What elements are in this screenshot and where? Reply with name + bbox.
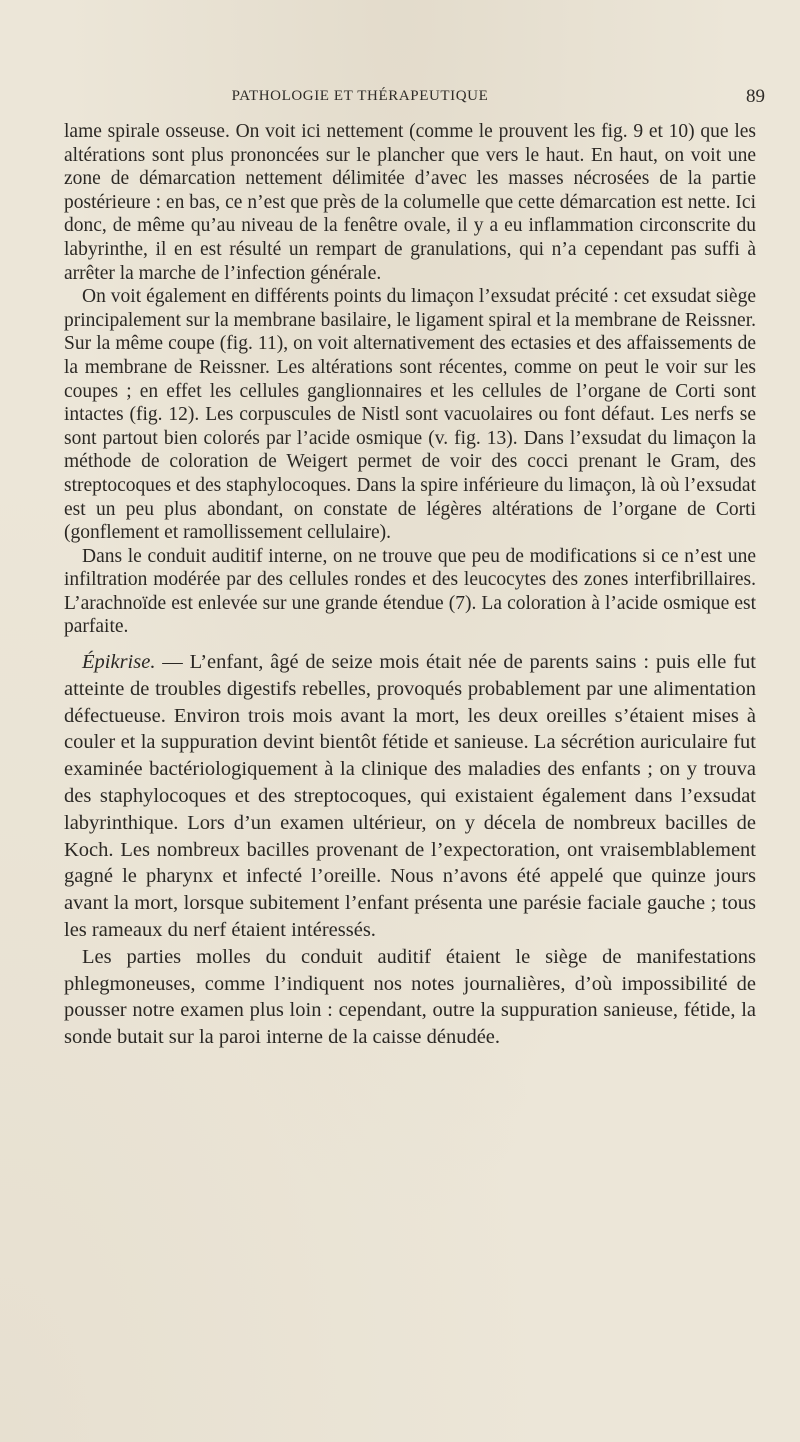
- body-text: [64, 120, 756, 1051]
- paragraph-epikrise: [64, 649, 756, 944]
- paragraph-3: Dans le conduit auditif interne, on ne trouve que peu de modifications si ce n’est une infiltration modérée par des cellules rondes et des leucocytes des zones interfibrillaires. L’arachnoïde est enlevée sur une grande étendue (7). La coloration à l’acide osmique est parfaite.: [64, 545, 756, 638]
- epikrise-heading: Épikrise.: [82, 651, 156, 674]
- page-number: 89: [746, 86, 765, 107]
- paragraph-2: On voit également en différents points du limaçon l’exsudat précité : cet exsudat siège principalement sur la membrane basilaire, le ligament spiral et la membrane de Reissner. Sur la même coupe (fig. 11), on voit alternativement des ectasies et des affaissements de la membrane de Reissner. Les altérations sont récentes, comme on peut le voir sur les coupes ; en effet les cellules ganglionnaires et les cellules de l’organe de Corti sont intactes (fig. 12). Les corpuscules de Nistl sont vacuolaires ou font défaut. Les nerfs se sont partout bien colorés par l’acide osmique (v. fig. 13). Dans l’exsudat du limaçon la méthode de coloration de Weigert permet de voir des cocci prenant le Gram, des streptocoques et des staphylocoques. Dans la spire inférieure du limaçon, là où l’exsudat est un peu plus abondant, on constate de légères altérations de l’organe de Corti (gonflement et ramollissement cellulaire).: [64, 286, 757, 544]
- epikrise-text: — L’enfant, âgé de seize mois était née de parents sains : puis elle fut atteinte de troubles digestifs rebelles, provoqués probablement par une alimentation défectueuse. Environ trois mois avant la mort, les deux oreilles s’étaient mises à couler et la suppuration devint bientôt fétide et sanieuse. La sécrétion auriculaire fut examinée bactériologiquement à la clinique des maladies des enfants ; on y trouva des staphylocoques et des streptocoques, qui existaient également dans l’exsudat labyrinthique. Lors d’un examen ultérieur, on y décela de nombreux bacilles de Koch. Les nombreux bacilles provenant de l’expectoration, ont vraisemblablement gagné le pharynx et infecté l’oreille. Nous n’avons été appelé que quinze jours avant la mort, lorsque subitement l’enfant présenta une parésie faciale gauche ; tous les rameaux du nerf étaient intéressés.: [64, 651, 756, 942]
- page-header: [0, 86, 800, 110]
- running-title: PATHOLOGIE ET THÉRAPEUTIQUE: [231, 88, 489, 104]
- paragraph-1: lame spirale osseuse. On voit ici nettement (comme le prouvent les fig. 9 et 10) que les altérations sont plus prononcées sur le plancher que vers le haut. En haut, on voit une zone de démarcation nettement délimitée d’avec les masses nécrosées de la partie postérieure : en bas, ce n’est que près de la columelle que cette démarcation est nette. Ici donc, de même qu’au niveau de la fenêtre ovale, il y a eu inflammation circonscrite du labyrinthe, il en est résulté un rempart de granulations, qui n’a cependant pas suffi à arrêter la marche de l’infection générale.: [64, 121, 756, 284]
- paragraph-5: Les parties molles du conduit auditif étaient le siège de manifestations phlegmoneuses, comme l’indiquent nos notes journalières, d’où impossibilité de pousser notre examen plus loin : cependant, outre la suppuration sanieuse, fétide, la sonde butait sur la paroi interne de la caisse dénudée.: [64, 945, 756, 1049]
